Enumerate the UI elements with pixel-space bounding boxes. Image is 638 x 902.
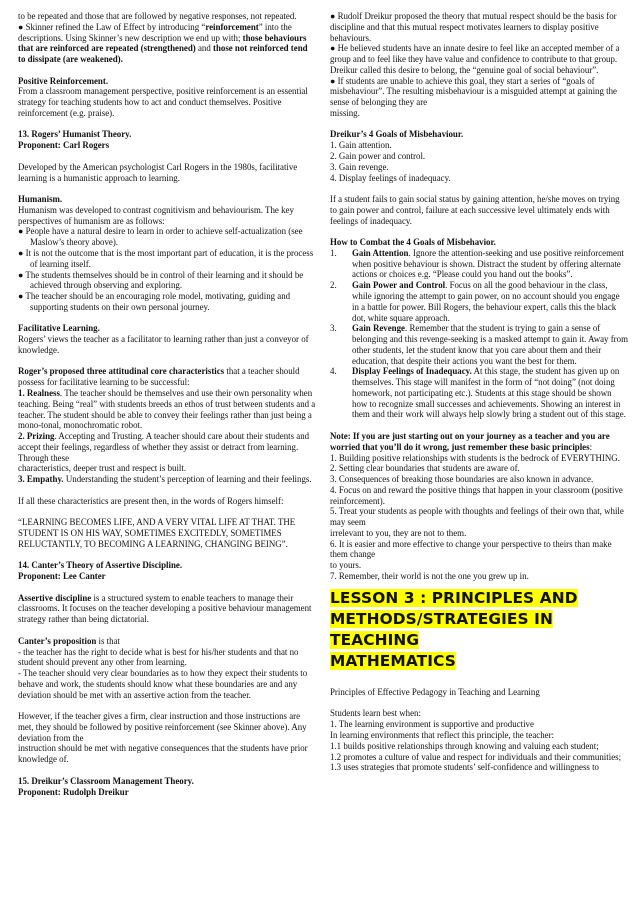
combat-item [330,280,628,323]
rogers-proponent: Proponent: Carl Rogers [18,140,110,151]
rogers-developed: Developed by the American psychologist Carl Rogers in the 1980s, facilitative learning is a humanistic approach to learning. [18,161,298,183]
reinforced-phrase: those behaviours that are reinforced are repeated (strengthened) [18,32,307,54]
combat-number: 4. [330,366,337,377]
positive-reinforcement-heading: Positive Reinforcement. [18,75,109,86]
facilitative-body: Rogers’ views the teacher as a facilitator to learning rather than just a conveyor of knowledge. [18,334,309,355]
combat-text [352,366,628,420]
combat-term: Gain Revenge [352,323,405,334]
proposition-term: Canter’s proposition [18,635,97,646]
note-colon: : [589,441,593,452]
humanism-bullet-text: ● It is not the outcome that is the most important part of education, it is the process of learning itself. [18,247,314,269]
realness-text: . The teacher should be themselves and use their own personality when teaching. Being “real” with students breeds an ethos of trust between students and a teacher. The student should be able to convey their feelings rather than just being a mono-tonal, monochromatic robot. [18,387,316,431]
learn-line: 1.2 promotes a culture of value and respect for individuals and their communities; [330,751,622,762]
humanism-bullet [18,291,316,313]
note-heading-text: Note: If you are just starting out on your journey as a teacher and you are worried that you’ll do it wrong, just remember these basic principles [330,430,610,452]
goal-item: 3. Gain revenge. [330,161,389,172]
combat-body: . Focus on all the good behaviour in the class, while ignoring the attempt to gain power, on no account should you engage in a battle for power. Bill Rogers, the behaviour expert, calls this the black dot, white square approach. [352,280,620,323]
canter-proposition [18,636,316,647]
canter-however-continued: instruction should be met with negative consequences that the students have prior knowledge of. [18,743,308,765]
combat-term: Display Feelings of Inadequacy. [352,366,472,377]
note-item: 3. Consequences of breaking those boundaries are also known in advance. [330,474,594,485]
skinner-text: ● Skinner refined the Law of Effect by introducing “ [18,21,206,32]
rogers-quote: “LEARNING BECOMES LIFE, AND A VERY VITAL LIFE AT THAT. THE STUDENT IS ON HIS WAY, SOMETIMES EXCITEDLY, SOMETIMES RELUCTANTLY, TO BECOMING A LEARNING, CHANGING BEING”. [18,517,296,549]
missing-text: missing. [330,107,360,118]
if-all-text: If all these characteristics are present then, in the words of Rogers himself: [18,495,284,506]
skinner-text-2: ” into the descriptions. Using Skinner’s new description we end up with; [18,21,292,43]
humanism-bullet [18,270,316,292]
humanism-bullet-text: ● People have a natural desire to learn in order to achieve self-actualization (see Maslow’s theory above). [18,226,303,248]
dreikurs-heading: 15. Dreikur’s Classroom Management Theory. [18,775,194,786]
combat-term: Gain Power and Control [352,280,446,291]
humanism-bullet [18,248,316,270]
dreikur-bullet: ● If students are unable to achieve this goal, they start a series of “goals of misbehaviour”. The resulting misbehaviour is a misguided attempt at gaining the sense of belonging they are [330,75,617,108]
skinner-bullet [18,22,316,65]
core-characteristics-term: Roger’s proposed three attitudinal core characteristics [18,366,225,377]
lesson-title-line: LESSON 3 : PRINCIPLES AND [330,588,578,607]
humanism-bullet-text: ● The students themselves should be in control of their learning and it should be achieved through observing and exploring. [18,269,304,291]
combat-number: 2. [330,280,337,291]
combat-text [352,280,628,323]
canter-point: - The teacher should very clear boundaries as to how they expect their students to behave and work, the students should know what these boundaries are and any deviation should be met with an assertive action from the teacher. [18,668,308,700]
note-item: reinforcement). [330,495,385,506]
lesson-title-line: MATHEMATICS [330,651,456,670]
lesson-title [330,588,628,672]
right-column [330,11,628,773]
facilitative-heading: Facilitative Learning. [18,323,100,334]
assertive-discipline-term: Assertive discipline [18,592,92,603]
humanism-bullet-text: ● The teacher should be an encouraging role model, motivating, guiding and supporting students on their own personal journey. [18,291,291,312]
positive-reinforcement-body: From a classroom management perspective, positive reinforcement is an essential strategy for teaching students how to act and conduct themselves. Positive reinforcement (e.g. praise). [18,86,308,118]
assertive-discipline-body: is a structured system to enable teachers to manage their classrooms. It focuses on the teacher developing a positive behaviour management strategy rather than being dictatorial. [18,592,312,625]
combat-body: . Remember that the student is trying to gain a sense of belonging and this revenge-seeking is a masked attempt to gain it. Away from other students, let the student know that you care about them and their education, that despite their actions you want the best for them. [352,323,628,366]
empathy-text: Understanding the student’s perception of learning and their feelings. [63,474,312,485]
empathy-item [18,474,316,485]
empathy-term: 3. Empathy. [18,474,64,485]
not-reinforced-phrase: those not reinforced tend to dissipate (are weakened). [18,43,308,65]
dreikurs-proponent: Proponent: Rudolph Dreikur [18,786,129,797]
combat-item [330,248,628,280]
combat-body: . Ignore the attention-seeking and use positive reinforcement when positive behaviour is shown. Distract the student by offering alternate actions or choices e.g. “Please could you hand out the books”. [352,247,624,280]
goal-item: 1. Gain attention. [330,140,392,151]
humanism-bullets [18,226,316,312]
prizing-term: 2. Prizing [18,431,55,442]
combat-heading: How to Combat the 4 Goals of Misbehavior. [330,237,496,248]
note-item: 2. Setting clear boundaries that students are aware of. [330,463,520,474]
proposition-text: is that [96,635,120,646]
realness-item [18,388,316,431]
note-item: 1. Building positive relationships with students is the bedrock of EVERYTHING. [330,452,620,463]
intro-line: to be repeated and those that are followed by negative responses, not repeated. [18,11,297,21]
note-item: irrelevant to you, they are not to them. [330,527,467,538]
dreikur-bullet: ● He believed students have an innate desire to feel like an accepted member of a group and to feel like they have value and confidence to contribute to that group. Dreikur called this desire to belong, the “genuine goal of social behaviour”. [330,43,620,75]
humanism-body: Humanism was developed to contrast cognitivism and behaviourism. The key perspectives of humanism are as follows: [18,204,294,226]
learn-line: In learning environments that reflect this principle, the teacher: [330,729,555,740]
humanism-heading: Humanism. [18,194,63,205]
canter-heading: 14. Canter’s Theory of Assertive Discipline. [18,560,183,571]
note-item: 7. Remember, their world is not the one you grew up in. [330,570,529,581]
prizing-continued: characteristics, deeper trust and respect is built. [18,463,187,474]
goals-fail-text: If a student fails to gain social status by gaining attention, he/she moves on trying to gain power and control, failure at each successive level ultimately ends with feelings of inadequacy. [330,194,620,226]
lesson-title-line: METHODS/STRATEGIES IN TEACHING [330,609,553,649]
combat-number: 3. [330,323,337,334]
combat-item [330,366,628,420]
learn-intro: Students learn best when: [330,708,421,719]
combat-number: 1. [330,247,337,258]
learn-line: 1. The learning environment is supportive and productive [330,719,534,730]
learn-line: 1.1 builds positive relationships through knowing and valuing each student; [330,740,599,751]
canter-point: - the teacher has the right to decide what is best for his/her students and that no student should prevent any other from learning. [18,646,299,668]
assertive-discipline-text [18,593,316,625]
prizing-item [18,431,316,463]
roger-characteristics-intro [18,366,316,388]
combat-text [352,323,628,366]
learn-line: 1.3 uses strategies that promote students’ self-confidence and willingness to [330,762,599,773]
rogers-heading: 13. Rogers’ Humanist Theory. [18,129,132,140]
humanism-bullet [18,226,316,248]
note-item: 5. Treat your students as people with thoughts and feelings of their own that, while may seem [330,506,624,528]
prizing-text: . Accepting and Trusting. A teacher should care about their students and accept their feelings, regardless of whether they assist or detract from learning. Through these [18,431,310,463]
core-characteristics-text: that a teacher should possess for facilitative learning to be successful: [18,366,300,388]
reinforcement-term: reinforcement [205,21,259,32]
goal-item: 4. Display feelings of inadequacy. [330,172,451,183]
principles-title: Principles of Effective Pedagogy in Teaching and Learning [330,686,540,697]
goal-item: 2. Gain power and control. [330,150,426,161]
dreikur-bullet: ● Rudolf Dreikur proposed the theory that mutual respect should be the basis for discipline and that this mutual respect motivates learners to display positive behaviours. [330,11,617,43]
combat-item [330,323,628,366]
canter-however: However, if the teacher gives a firm, clear instruction and those instructions are met, they should be followed by positive reinforcement (see Skinner above). Any deviation from the [18,711,307,743]
combat-text [352,248,628,280]
note-item: 6. It is easier and more effective to change your perspective to theirs than make them change [330,538,612,560]
left-column [18,11,316,797]
note-item: 4. Focus on and reward the positive things that happen in your classroom (positive [330,484,623,495]
realness-term: 1. Realness [18,387,60,398]
canter-proponent: Proponent: Lee Canter [18,571,106,582]
combat-term: Gain Attention [352,247,409,258]
goals-heading: Dreikur’s 4 Goals of Misbehaviour. [330,129,464,140]
note-item: to yours. [330,560,362,571]
note-heading [330,431,628,453]
and-text: and [195,43,213,54]
combat-body: At this stage, the student has given up on themselves. This stage will manifest in the form of “not doing” (not doing homework, not participating etc.). Students at this stage should be shown how to recognize small successes and achievements. Showing an interest in them and their work will always help slowly bring a student out of this stage. [352,366,626,420]
